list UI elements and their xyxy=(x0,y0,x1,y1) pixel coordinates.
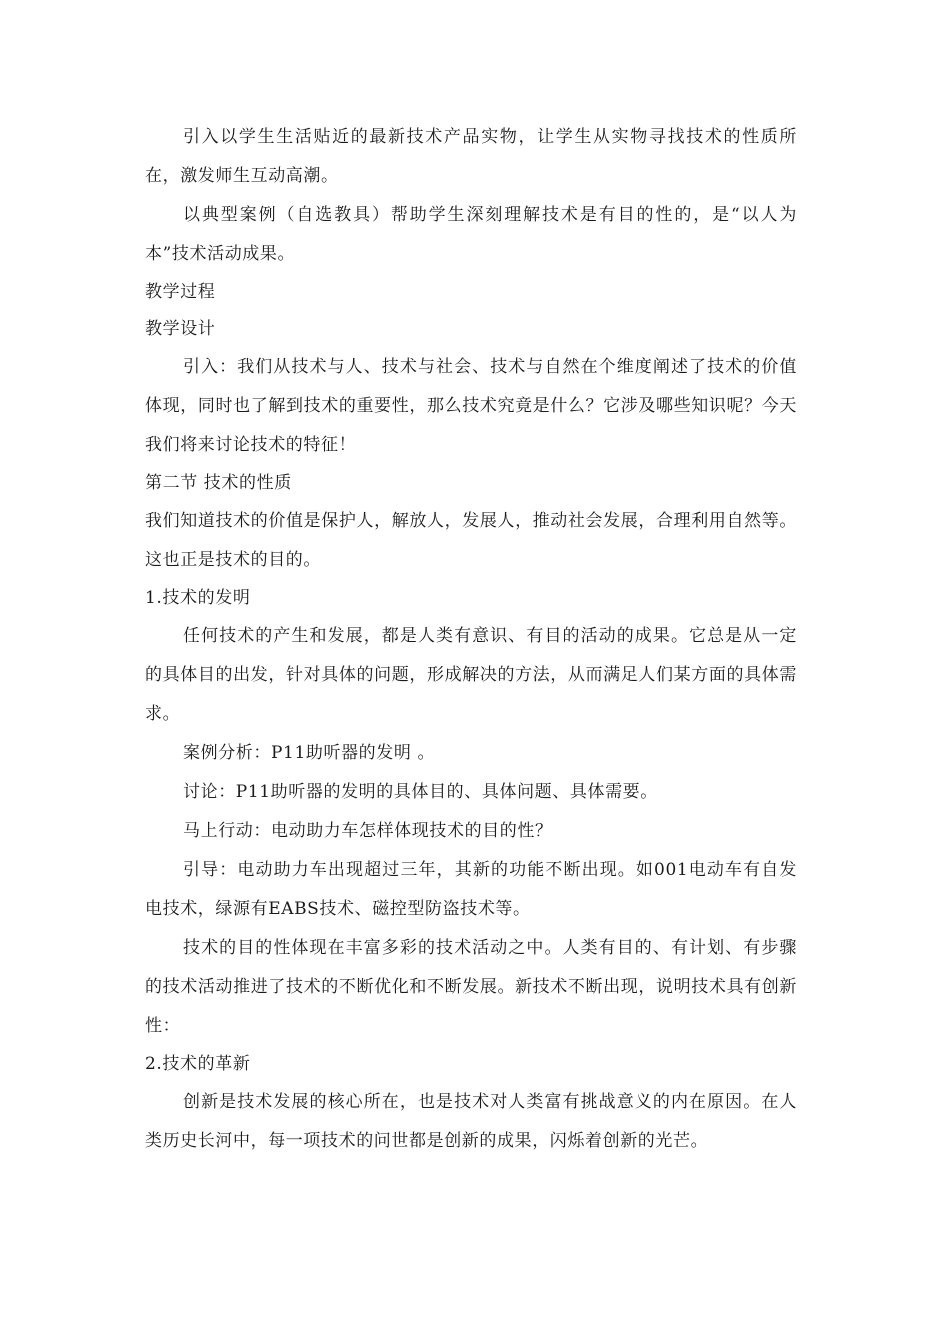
heading-section-2: 第二节 技术的性质 xyxy=(145,473,292,493)
paragraph-intro-1: 引入以学生生活贴近的最新技术产品实物，让学生从实物寻找技术的性质所在，激发师生互动高潮。 xyxy=(145,127,797,186)
document-body xyxy=(145,118,797,1161)
heading-teaching-design: 教学设计 xyxy=(145,319,216,339)
heading-invention: 1.技术的发明 xyxy=(145,588,251,608)
paragraph-discuss: 讨论：P11助听器的发明的具体目的、具体问题、具体需要。 xyxy=(183,782,658,802)
paragraph-action: 马上行动：电动助力车怎样体现技术的目的性？ xyxy=(183,821,553,841)
paragraph-innovation-body: 创新是技术发展的核心所在，也是技术对人类富有挑战意义的内在原因。在人类历史长河中，每一项技术的问世都是创新的成果，闪烁着创新的光芒。 xyxy=(145,1092,797,1151)
paragraph-lead-in: 引入：我们从技术与人、技术与社会、技术与自然在个维度阐述了技术的价值体现，同时也了解到技术的重要性，那么技术究竟是什么？它涉及哪些知识呢？今天我们将来讨论技术的特征！ xyxy=(145,357,797,455)
paragraph-intro-2: 以典型案例（自选教具）帮助学生深刻理解技术是有目的性的，是“以人为本”技术活动成果。 xyxy=(145,205,797,264)
heading-teaching-process: 教学过程 xyxy=(145,282,216,302)
paragraph-case: 案例分析：P11助听器的发明 。 xyxy=(183,743,436,763)
paragraph-invention-body: 任何技术的产生和发展，都是人类有意识、有目的活动的成果。它总是从一定的具体目的出发，针对具体的问题，形成解决的方法，从而满足人们某方面的具体需求。 xyxy=(145,626,797,724)
paragraph-purpose: 技术的目的性体现在丰富多彩的技术活动之中。人类有目的、有计划、有步骤的技术活动推进了技术的不断优化和不断发展。新技术不断出现，说明技术具有创新性： xyxy=(145,938,797,1036)
paragraph-guide: 引导：电动助力车出现超过三年，其新的功能不断出现。如001电动车有自发电技术，绿源有EABS技术、磁控型防盗技术等。 xyxy=(145,860,797,919)
heading-innovation: 2.技术的革新 xyxy=(145,1054,251,1074)
paragraph-value: 我们知道技术的价值是保护人，解放人，发展人，推动社会发展，合理利用自然等。这也正是技术的目的。 xyxy=(145,511,797,570)
